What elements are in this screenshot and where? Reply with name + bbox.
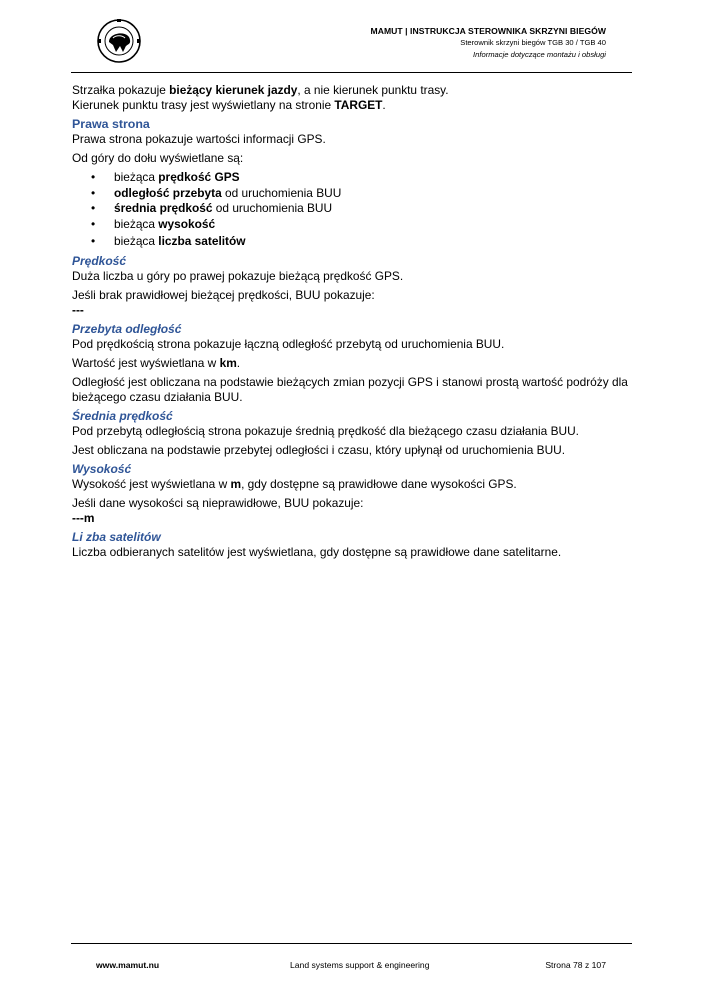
paragraph: Liczba odbieranych satelitów jest wyświetlana, gdy dostępne są prawidłowe dane satelitarne. bbox=[72, 544, 562, 559]
footer-website: www.mamut.nu bbox=[96, 960, 160, 970]
header-subtitle: Sterownik skrzyni biegów TGB 30 / TGB 40 bbox=[460, 38, 606, 47]
list-item: • bieżąca prędkość GPS bbox=[72, 170, 632, 186]
document-body bbox=[72, 83, 632, 560]
company-logo bbox=[95, 18, 143, 64]
list-item: • średnia prędkość od uruchomienia BUU bbox=[72, 201, 632, 217]
gps-values-list bbox=[72, 170, 632, 250]
paragraph: Jeśli brak prawidłowej bieżącej prędkości, BUU pokazuje: bbox=[72, 287, 375, 302]
heading-satellites: Li zba satelitów bbox=[72, 529, 161, 544]
heading-average-speed: Średnia prędkość bbox=[72, 408, 173, 423]
altitude-placeholder: ---m bbox=[72, 510, 95, 525]
paragraph: Wysokość jest wyświetlana w m, gdy dostępne są prawidłowe dane wysokości GPS. bbox=[72, 476, 517, 491]
heading-distance: Przebyta odległość bbox=[72, 321, 182, 336]
list-item: • bieżąca wysokość bbox=[72, 217, 632, 233]
heading-altitude: Wysokość bbox=[72, 461, 132, 476]
footer-page-number: Strona 78 z 107 bbox=[545, 960, 606, 970]
paragraph: Jeśli dane wysokości są nieprawidłowe, BUU pokazuje: bbox=[72, 495, 364, 510]
header-divider bbox=[71, 72, 632, 73]
paragraph-target: Kierunek punktu trasy jest wyświetlany na stronie TARGET. bbox=[72, 98, 386, 112]
paragraph: Pod prędkością strona pokazuje łączną odległość przebytą od uruchomienia BUU. bbox=[72, 336, 505, 351]
paragraph: Od góry do dołu wyświetlane są: bbox=[72, 151, 244, 165]
paragraph: Duża liczba u góry po prawej pokazuje bieżącą prędkość GPS. bbox=[72, 268, 404, 283]
paragraph: Jest obliczana na podstawie przebytej odległości i czasu, który upłynął od uruchomienia BUU. bbox=[72, 442, 566, 457]
paragraph: Odległość jest obliczana na podstawie bieżących zmian pozycji GPS i stanowi prostą wartość podróży dla bieżącego czasu działania BUU. bbox=[72, 374, 628, 404]
footer-divider bbox=[71, 943, 632, 944]
footer-tagline: Land systems support & engineering bbox=[290, 960, 430, 970]
paragraph: Pod przebytą odległością strona pokazuje średnią prędkość dla bieżącego czasu działania BUU. bbox=[72, 423, 579, 438]
list-item: • odległość przebyta od uruchomienia BUU bbox=[72, 186, 632, 202]
paragraph: Wartość jest wyświetlana w km. bbox=[72, 355, 241, 370]
heading-right-side: Prawa strona bbox=[72, 117, 150, 131]
header-title: MAMUT | INSTRUKCJA STEROWNIKA SKRZYNI BIEGÓW bbox=[370, 26, 606, 36]
list-item: • bieżąca liczba satelitów bbox=[72, 234, 632, 250]
speed-placeholder: --- bbox=[72, 302, 84, 317]
paragraph: Prawa strona pokazuje wartości informacji GPS. bbox=[72, 132, 326, 146]
heading-speed: Prędkość bbox=[72, 253, 127, 268]
page-header bbox=[370, 25, 606, 61]
paragraph-arrow: Strzałka pokazuje bieżący kierunek jazdy, a nie kierunek punktu trasy. bbox=[72, 83, 449, 97]
header-section: Informacje dotyczące montażu i obsługi bbox=[473, 50, 606, 59]
